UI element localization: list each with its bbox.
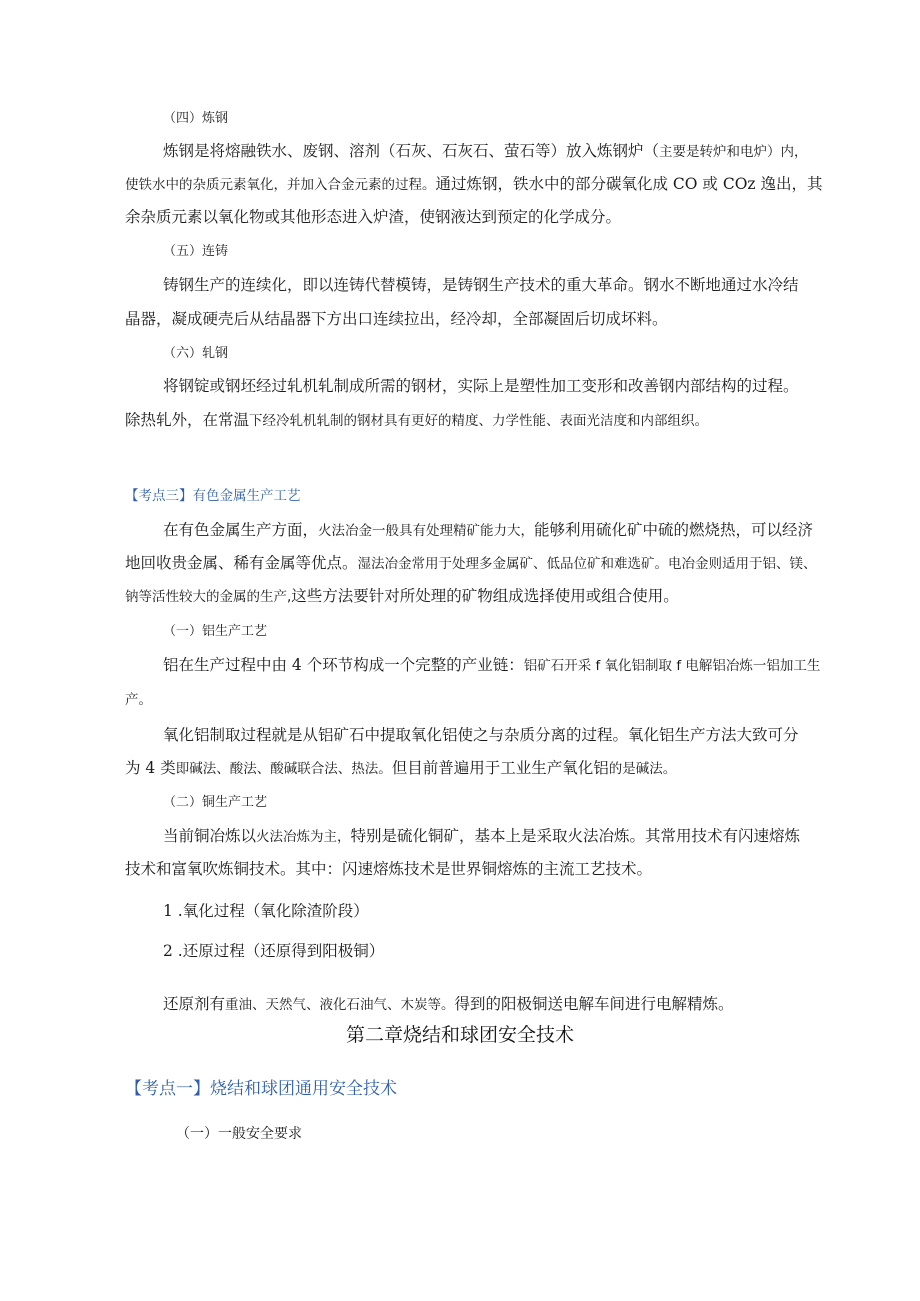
chapter-title: 第二章烧结和球团安全技术 bbox=[345, 1024, 574, 1046]
paragraph-line: 炼钢是将熔融铁水、废钢、溶剂（石灰、石灰石、萤石等）放入炼钢炉（主要是转炉和电炉）内， bbox=[163, 142, 808, 160]
section-heading-copper: （二）铜生产工艺 bbox=[163, 795, 268, 810]
paragraph-line: 铸钢生产的连续化，即以连铸代替模铸，是铸钢生产技术的重大革命。钢水不断地通过水冷结 bbox=[163, 276, 799, 294]
paragraph-line: 铝在生产过程中由 4 个环节构成一个完整的产业链：铝矿石开采 f 氧化铝制取 f 电解铝冶炼一铝加工生 bbox=[163, 656, 821, 674]
list-item: 1 .氧化过程（氧化除渣阶段） bbox=[163, 902, 369, 920]
paragraph-line: 将钢锭或钢坯经过轧机轧制成所需的钢材，实际上是塑性加工变形和改善钢内部结构的过程。 bbox=[163, 377, 799, 395]
paragraph-line: 钠等活性较大的金属的生产,这些方法要针对所处理的矿物组成选择使用或组合使用。 bbox=[125, 587, 679, 605]
section-heading-general-safety: （一）一般安全要求 bbox=[176, 1126, 302, 1142]
paragraph-line: 余杂质元素以氧化物或其他形态进入炉渣，使钢液达到预定的化学成分。 bbox=[125, 208, 622, 226]
paragraph-line: 还原剂有重油、天然气、液化石油气、木炭等。得到的阳极铜送电解车间进行电解精炼。 bbox=[163, 995, 734, 1013]
section-heading-continuous-casting: （五）连铸 bbox=[163, 244, 229, 259]
list-item: 2 .还原过程（还原得到阳极铜） bbox=[163, 942, 385, 960]
section-heading-aluminum: （一）铝生产工艺 bbox=[163, 624, 268, 639]
section-heading-rolling: （六）轧钢 bbox=[163, 346, 229, 361]
paragraph-line: 产。 bbox=[125, 692, 152, 708]
keypoint-heading-sintering: 【考点一】烧结和球团通用安全技术 bbox=[125, 1079, 397, 1099]
keypoint-heading-nonferrous: 【考点三】有色金属生产工艺 bbox=[125, 488, 301, 504]
paragraph-line: 在有色金属生产方面，火法冶金一般具有处理精矿能力大，能够利用硫化矿中硫的燃烧热，可以经济 bbox=[163, 521, 814, 539]
paragraph-line: 为 4 类即碱法、酸法、酸碱联合法、热法。但目前普遍用于工业生产氧化铝的是碱法。 bbox=[125, 759, 677, 777]
paragraph-line: 技术和富氧吹炼铜技术。其中：闪速熔炼技术是世界铜熔炼的主流工艺技术。 bbox=[125, 860, 653, 878]
paragraph-line: 氧化铝制取过程就是从铝矿石中提取氧化铝使之与杂质分离的过程。氧化铝生产方法大致可分 bbox=[163, 726, 799, 744]
paragraph-line: 使铁水中的杂质元素氧化，并加入合金元素的过程。通过炼钢，铁水中的部分碳氧化成 CO 或 COz 逸出，其 bbox=[125, 175, 823, 193]
section-heading-steelmaking: （四）炼钢 bbox=[163, 111, 229, 126]
paragraph-line: 除热轧外，在常温下经冷轧机轧制的钢材具有更好的精度、力学性能、表面光洁度和内部组织。 bbox=[125, 411, 709, 429]
paragraph-line: 地回收贵金属、稀有金属等优点。湿法冶金常用于处理多金属矿、低品位矿和难选矿。电冶金则适用于铝、镁、 bbox=[125, 554, 817, 572]
paragraph-line: 当前铜冶炼以火法冶炼为主，特别是硫化铜矿，基本上是采取火法冶炼。其常用技术有闪速熔炼 bbox=[163, 827, 801, 845]
paragraph-line: 晶器，凝成硬壳后从结晶器下方出口连续拉出，经冷却，全部凝固后切成坏料。 bbox=[125, 310, 668, 328]
